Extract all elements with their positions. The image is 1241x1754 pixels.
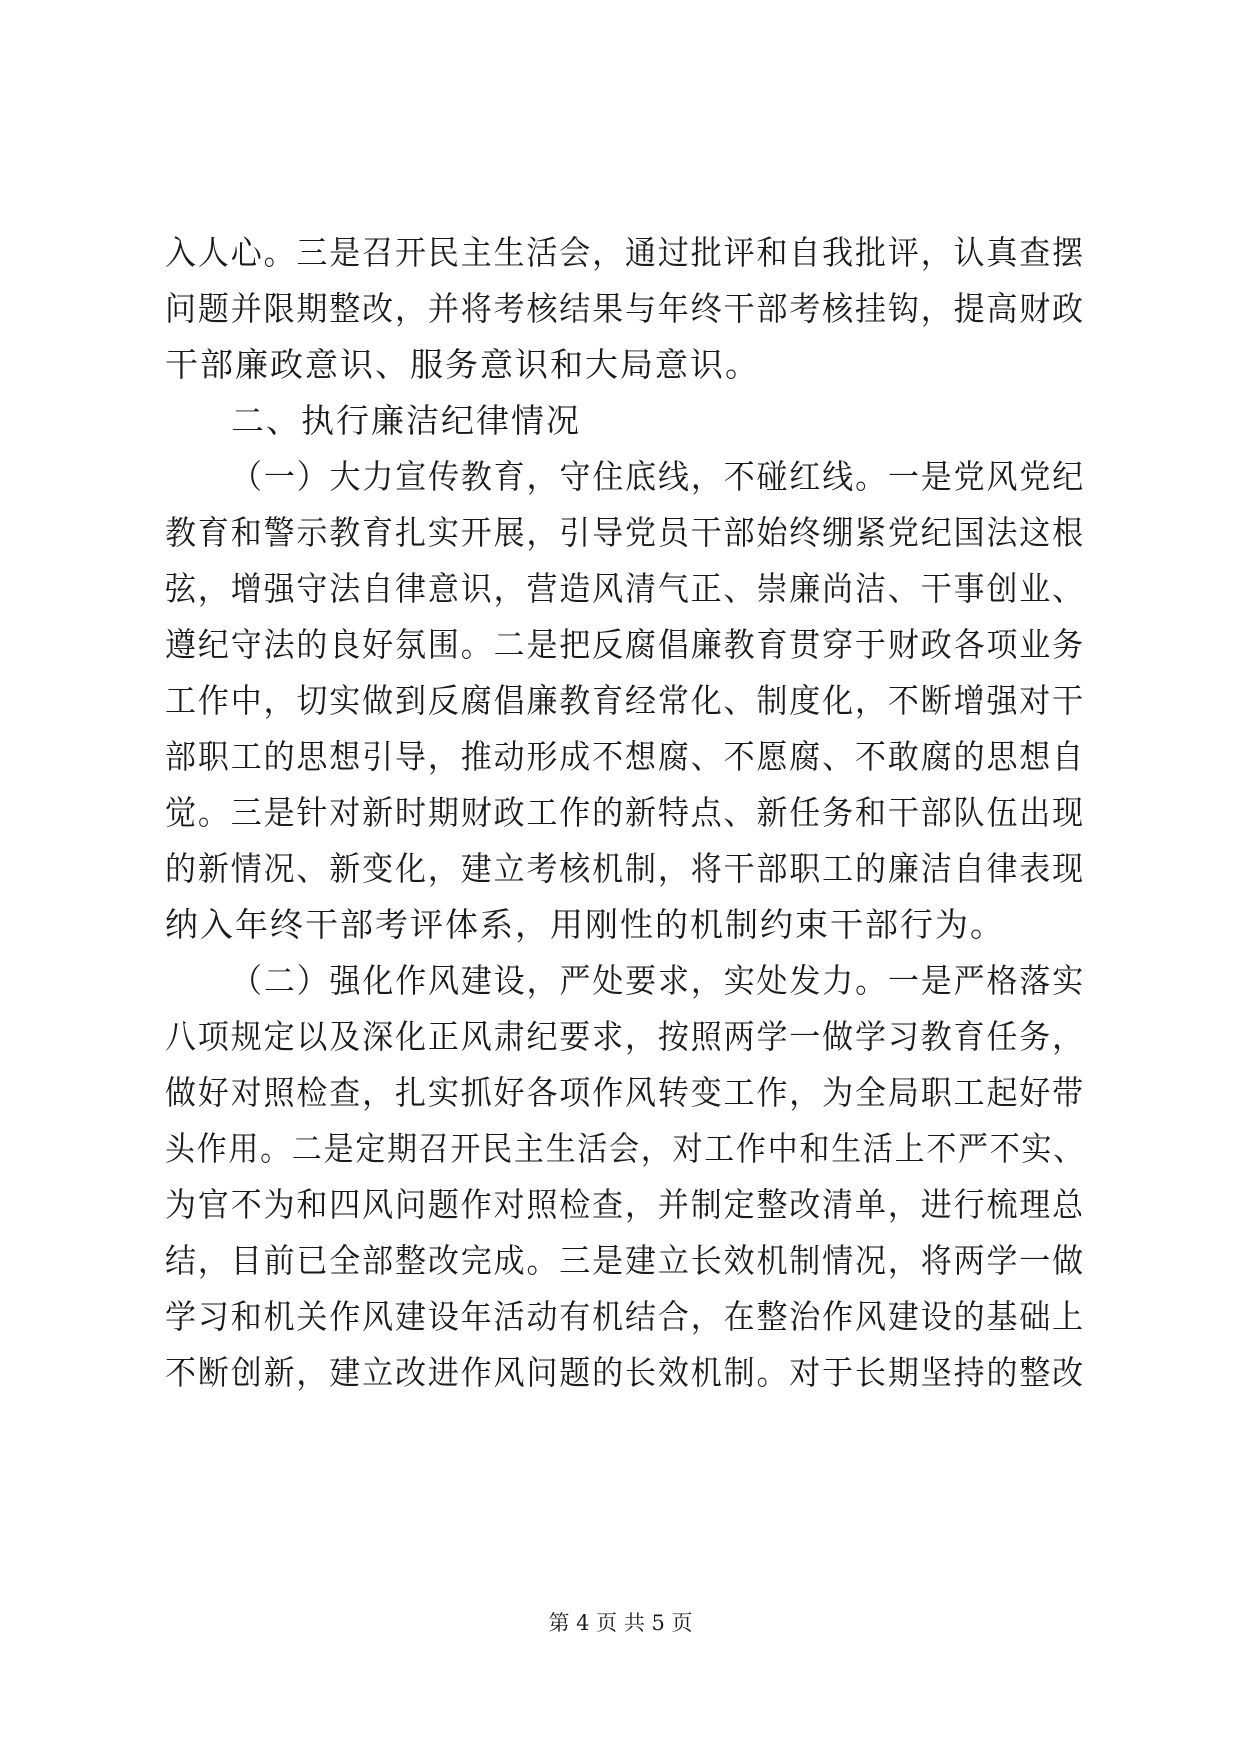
body-line: 问题并限期整改，并将考核结果与年终干部考核挂钩，提高财政 xyxy=(165,289,1086,328)
body-line: 遵纪守法的良好氛围。二是把反腐倡廉教育贯穿于财政各项业务 xyxy=(165,625,1086,664)
body-line: 教育和警示教育扎实开展，引导党员干部始终绷紧党纪国法这根 xyxy=(165,513,1086,552)
body-line: 入人心。三是召开民主生活会，通过批评和自我批评，认真查摆 xyxy=(165,233,1086,272)
body-line: 学习和机关作风建设年活动有机结合，在整治作风建设的基础上 xyxy=(165,1297,1086,1336)
body-line: 部职工的思想引导，推动形成不想腐、不愿腐、不敢腐的思想自 xyxy=(165,737,1086,776)
body-line: 纳入年终干部考评体系，用刚性的机制约束干部行为。 xyxy=(165,905,1005,944)
body-line: 为官不为和四风问题作对照检查，并制定整改清单，进行梳理总 xyxy=(165,1185,1086,1224)
body-line: 弦，增强守法自律意识，营造风清气正、崇廉尚洁、干事创业、 xyxy=(165,569,1086,608)
section-heading: 二、执行廉洁纪律情况 xyxy=(231,401,581,440)
body-line: 头作用。二是定期召开民主生活会，对工作中和生活上不严不实、 xyxy=(165,1129,1085,1168)
subsection-heading-line: （二）强化作风建设，严处要求，实处发力。一是严格落实 xyxy=(231,961,1086,1000)
subsection-heading-line: （一）大力宣传教育，守住底线，不碰红线。一是党风党纪 xyxy=(231,457,1086,496)
body-line: 干部廉政意识、服务意识和大局意识。 xyxy=(165,345,760,384)
body-line: 结，目前已全部整改完成。三是建立长效机制情况，将两学一做 xyxy=(165,1241,1086,1280)
body-line: 做好对照检查，扎实抓好各项作风转变工作，为全局职工起好带 xyxy=(165,1073,1086,1112)
body-line: 的新情况、新变化，建立考核机制，将干部职工的廉洁自律表现 xyxy=(165,849,1086,888)
body-line: 八项规定以及深化正风肃纪要求，按照两学一做学习教育任务， xyxy=(165,1017,1086,1056)
body-line: 工作中，切实做到反腐倡廉教育经常化、制度化，不断增强对干 xyxy=(165,681,1086,720)
page-number-footer: 第 4 页 共 5 页 xyxy=(548,1611,693,1635)
body-line: 觉。三是针对新时期财政工作的新特点、新任务和干部队伍出现 xyxy=(165,793,1086,832)
body-line: 不断创新，建立改进作风问题的长效机制。对于长期坚持的整改 xyxy=(165,1353,1086,1392)
